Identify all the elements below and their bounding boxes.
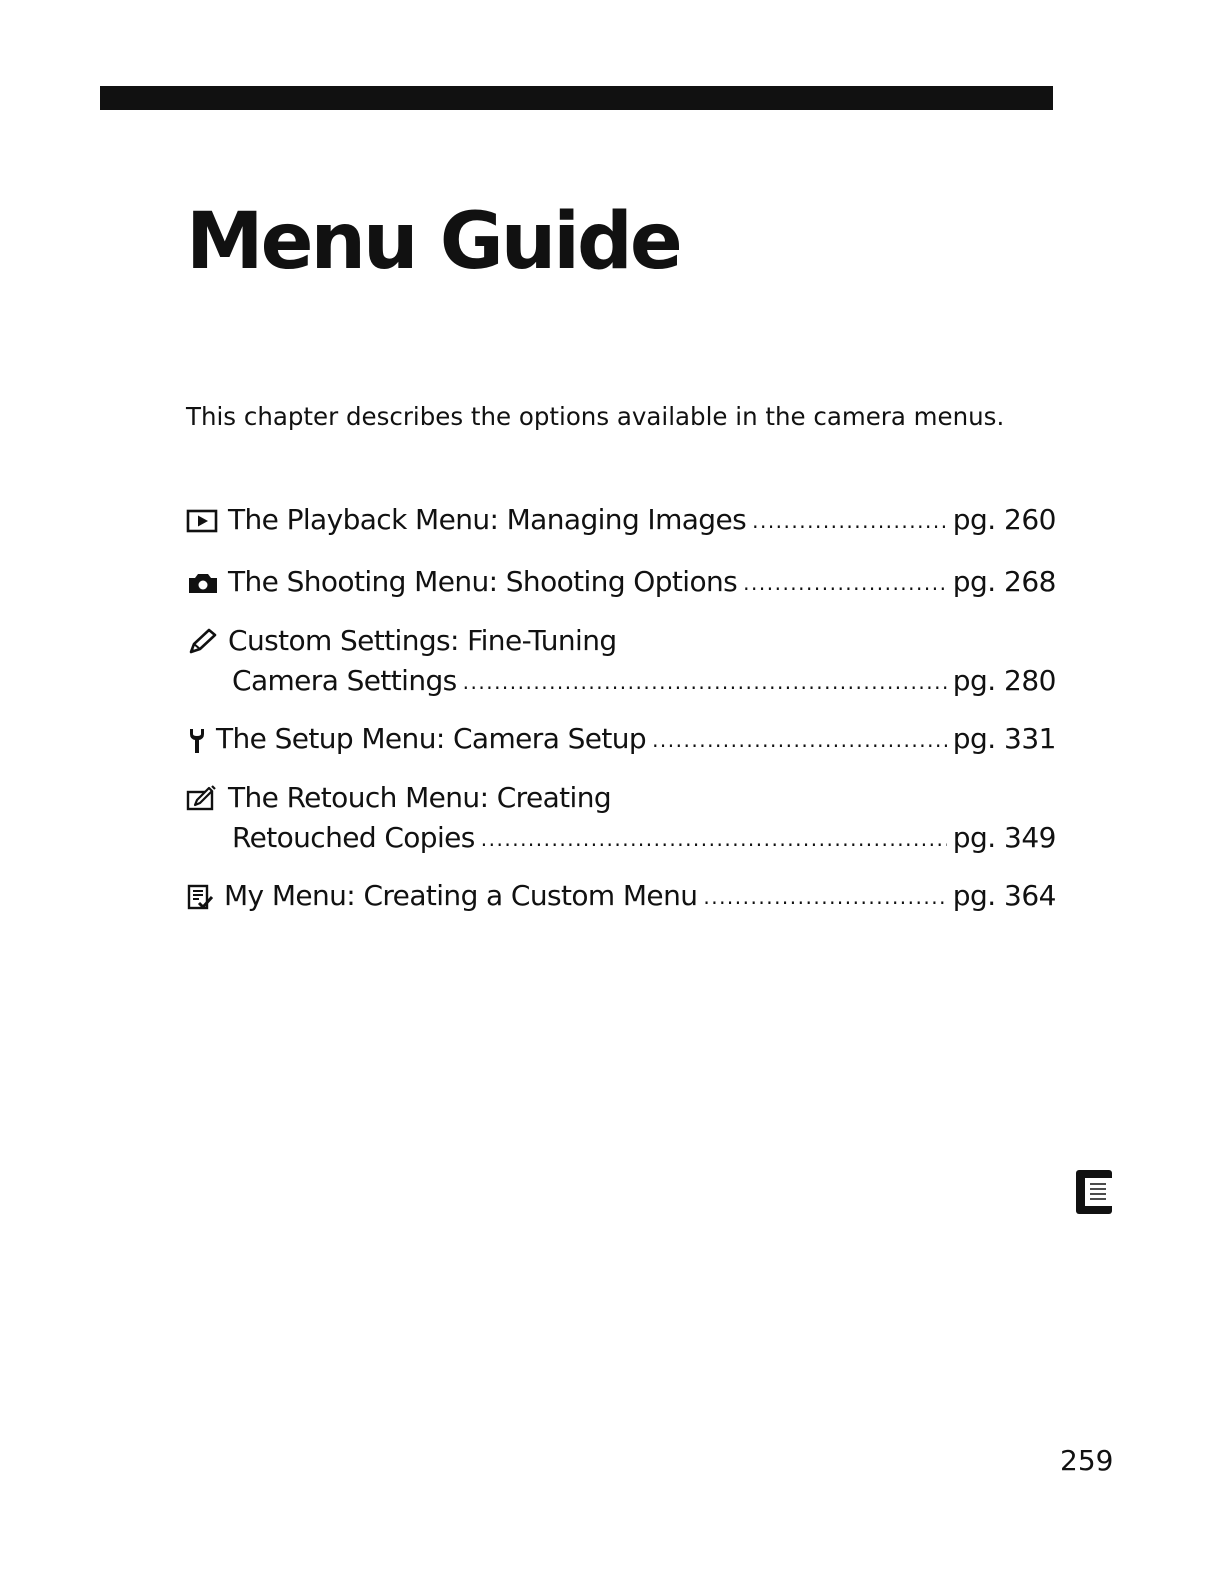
page-number: 259: [1060, 1444, 1114, 1477]
page-title: Menu Guide: [186, 197, 680, 287]
dot-leader: [752, 499, 947, 544]
dot-leader: [481, 819, 947, 859]
toc-entry-title-line2: Camera Settings: [232, 664, 457, 697]
toc-page-ref: pg. 280: [952, 664, 1056, 697]
toc-entry-playback-menu[interactable]: [186, 497, 1056, 545]
menu-section-tab-icon: [1074, 1168, 1112, 1216]
toc-entry-title-line2: Retouched Copies: [232, 821, 475, 854]
chapter-intro: This chapter describes the options available in the camera menus.: [186, 402, 1005, 431]
wrench-icon: [186, 726, 208, 754]
toc-page-ref: pg. 349: [952, 821, 1056, 854]
toc-entry-setup-menu[interactable]: [186, 716, 1056, 764]
toc-entry-title: The Playback Menu: Managing Images: [228, 503, 747, 536]
my-menu-icon: [186, 883, 216, 911]
toc-entry-title-line1: Custom Settings: Fine-Tuning: [228, 624, 617, 657]
toc-entry-title: The Setup Menu: Camera Setup: [216, 722, 647, 755]
toc-page-ref: pg. 260: [952, 503, 1056, 536]
toc-entry-title: The Shooting Menu: Shooting Options: [228, 565, 738, 598]
dot-leader: [463, 662, 947, 702]
camera-icon: [186, 569, 220, 597]
dot-leader: [743, 561, 947, 606]
retouch-icon: [186, 784, 220, 812]
pencil-icon: [186, 627, 220, 655]
chapter-header-bar: [100, 86, 1053, 110]
toc-entry-shooting-menu[interactable]: [186, 559, 1056, 607]
dot-leader: [652, 718, 947, 763]
playback-icon: [186, 507, 220, 535]
toc-entry-my-menu[interactable]: [186, 873, 1056, 921]
toc-entry-title: My Menu: Creating a Custom Menu: [224, 879, 698, 912]
toc-entry-title-line1: The Retouch Menu: Creating: [228, 781, 612, 814]
toc-entry-retouch-menu[interactable]: [186, 778, 1056, 860]
dot-leader: [703, 875, 946, 920]
table-of-contents: [186, 497, 1056, 935]
toc-entry-custom-settings[interactable]: [186, 621, 1056, 703]
toc-page-ref: pg. 331: [952, 722, 1056, 755]
toc-page-ref: pg. 268: [952, 565, 1056, 598]
toc-page-ref: pg. 364: [952, 879, 1056, 912]
